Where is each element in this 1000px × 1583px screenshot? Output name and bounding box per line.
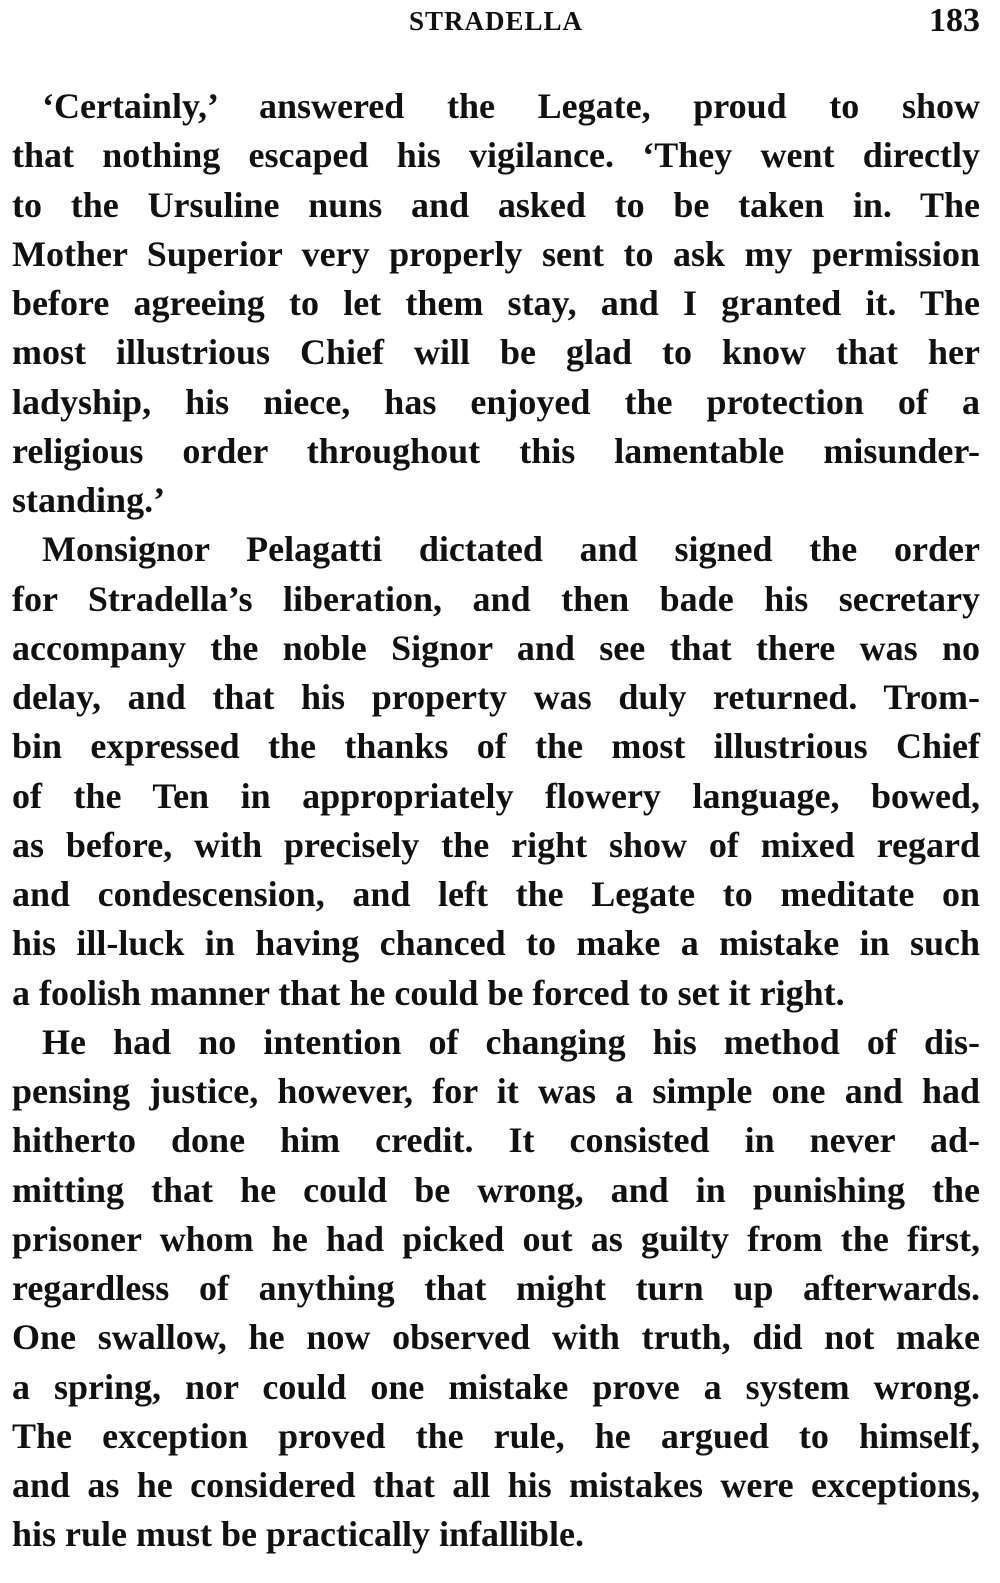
text-line: his rule must be practically infallible. — [12, 1514, 584, 1555]
paragraph-2 — [12, 525, 980, 1018]
text-line: to the Ursuline nuns and asked to be taken in. The — [12, 184, 980, 225]
text-line: regardless of anything that might turn up afterwards. — [12, 1268, 980, 1308]
text-line: One swallow, he now observed with truth, did not make — [12, 1317, 980, 1358]
text-line: The exception proved the rule, he argued to himself, — [12, 1415, 980, 1456]
text-line: that nothing escaped his vigilance. ‘They went directly — [12, 135, 980, 176]
text-line: prisoner whom he had picked out as guilty from the first, — [12, 1218, 980, 1259]
text-line: ladyship, his niece, has enjoyed the protection of a — [12, 381, 980, 422]
text-line: before agreeing to let them stay, and I granted it. The — [12, 283, 980, 323]
text-line: a foolish manner that he could be forced to set it right. — [12, 972, 845, 1013]
text-line: a spring, nor could one mistake prove a system wrong. — [12, 1366, 980, 1407]
text-line: bin expressed the thanks of the most illustrious Chief — [12, 726, 980, 767]
text-line: his ill-luck in having chanced to make a mistake in such — [12, 923, 980, 964]
text-line: hitherto done him credit. It consisted in never ad- — [12, 1120, 980, 1161]
body-text — [12, 82, 980, 1560]
text-line: He had no intention of changing his method of dis- — [42, 1021, 980, 1062]
text-line: as before, with precisely the right show of mixed regard — [12, 824, 980, 865]
text-line: and as he considered that all his mistakes were exceptions, — [12, 1465, 980, 1505]
paragraph-3 — [12, 1018, 980, 1560]
book-page — [12, 0, 980, 1583]
text-line: and condescension, and left the Legate to meditate on — [12, 874, 980, 914]
text-line: accompany the noble Signor and see that there was no — [12, 627, 980, 668]
text-line: Mother Superior very properly sent to ask my permission — [12, 233, 980, 274]
text-line: standing.’ — [12, 480, 166, 520]
text-line: pensing justice, however, for it was a simple one and had — [12, 1071, 980, 1111]
text-line: for Stradella’s liberation, and then bade his secretary — [12, 578, 980, 619]
text-line: of the Ten in appropriately flowery language, bowed, — [12, 775, 980, 816]
paragraph-1 — [12, 82, 980, 525]
text-line: Monsignor Pelagatti dictated and signed the order — [42, 529, 980, 570]
running-title: STRADELLA — [408, 6, 584, 36]
text-line: most illustrious Chief will be glad to know that her — [12, 332, 980, 373]
text-line: delay, and that his property was duly returned. Trom- — [12, 677, 980, 717]
running-head — [12, 0, 980, 60]
text-line: ‘Certainly,’ answered the Legate, proud to show — [42, 86, 980, 126]
text-line: religious order throughout this lamentable misunder- — [12, 430, 980, 471]
text-line: mitting that he could be wrong, and in punishing the — [12, 1169, 980, 1210]
page-number: 183 — [929, 2, 980, 39]
